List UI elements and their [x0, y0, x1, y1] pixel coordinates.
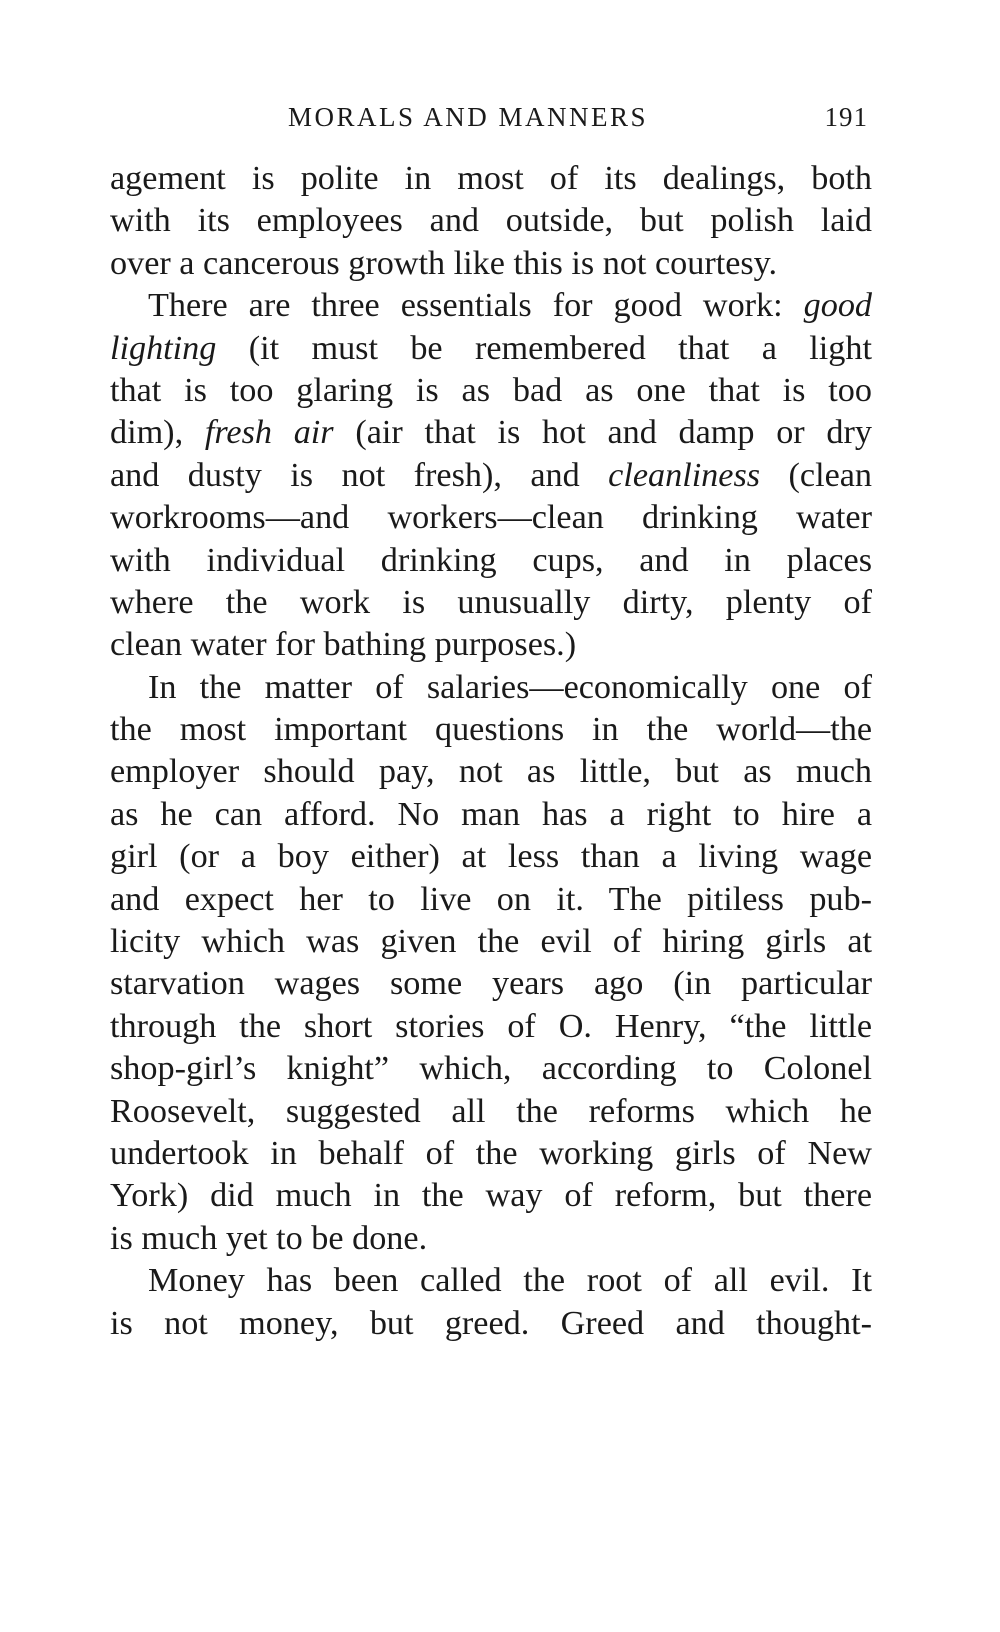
- text-run: and dusty is not fresh), and: [110, 456, 580, 494]
- italic-text: lighting: [110, 329, 217, 367]
- text-line: [110, 328, 872, 370]
- text-line: In the matter of salaries—economically one of: [148, 668, 872, 706]
- text-line: [110, 412, 872, 454]
- text-line: that is too glaring is as bad as one that is too: [110, 371, 872, 409]
- text-line: Roosevelt, suggested all the reforms which he: [110, 1092, 872, 1130]
- text-line: with individual drinking cups, and in places: [110, 541, 872, 579]
- text-line: with its employees and outside, but polish laid: [110, 202, 872, 240]
- text-line: through the short stories of O. Henry, “the little: [110, 1007, 872, 1045]
- italic-text: cleanliness: [608, 456, 761, 494]
- running-head: [108, 102, 872, 142]
- italic-text: fresh air: [204, 414, 334, 452]
- paragraph: [110, 285, 872, 667]
- text-line: and expect her to live on it. The pitiless pub-: [110, 880, 872, 918]
- page-number: 191: [824, 102, 868, 132]
- text-run: dim),: [110, 414, 184, 452]
- text-line: Money has been called the root of all evil. It: [148, 1262, 872, 1300]
- text-run: There are three essentials for good work:: [148, 287, 783, 325]
- text-line: over a cancerous growth like this is not courtesy.: [110, 244, 778, 282]
- text-line: York) did much in the way of reform, but there: [110, 1177, 872, 1215]
- text-run: (air that is hot and damp or dry: [355, 414, 872, 452]
- text-line: is not money, but greed. Greed and thought-: [110, 1304, 872, 1342]
- text-line: agement is polite in most of its dealings, both: [110, 160, 872, 197]
- text-line: [110, 285, 872, 327]
- paragraph: [110, 1260, 872, 1345]
- body-text: [110, 158, 872, 1345]
- running-title: MORALS AND MANNERS: [288, 102, 649, 132]
- text-line: as he can afford. No man has a right to hire a: [110, 795, 872, 833]
- text-line: licity which was given the evil of hiring girls at: [110, 923, 872, 961]
- text-line: where the work is unusually dirty, plenty of: [110, 583, 872, 621]
- text-line: girl (or a boy either) at less than a living wage: [110, 838, 872, 876]
- text-line: shop-girl’s knight” which, according to Colonel: [110, 1050, 872, 1088]
- text-line: employer should pay, not as little, but as much: [110, 753, 872, 791]
- paragraph: [110, 667, 872, 1260]
- paragraph: [110, 158, 872, 285]
- text-line: undertook in behalf of the working girls of New: [110, 1134, 872, 1172]
- text-run: (clean: [788, 456, 873, 494]
- italic-text: good: [803, 287, 873, 325]
- text-line: clean water for bathing purposes.): [110, 626, 577, 664]
- text-line: starvation wages some years ago (in particular: [110, 965, 872, 1003]
- text-line: is much yet to be done.: [110, 1219, 428, 1257]
- text-line: [110, 455, 872, 497]
- text-line: workrooms—and workers—clean drinking water: [110, 499, 872, 537]
- text-line: the most important questions in the world—the: [110, 711, 872, 749]
- text-run: (it must be remembered that a light: [248, 329, 872, 367]
